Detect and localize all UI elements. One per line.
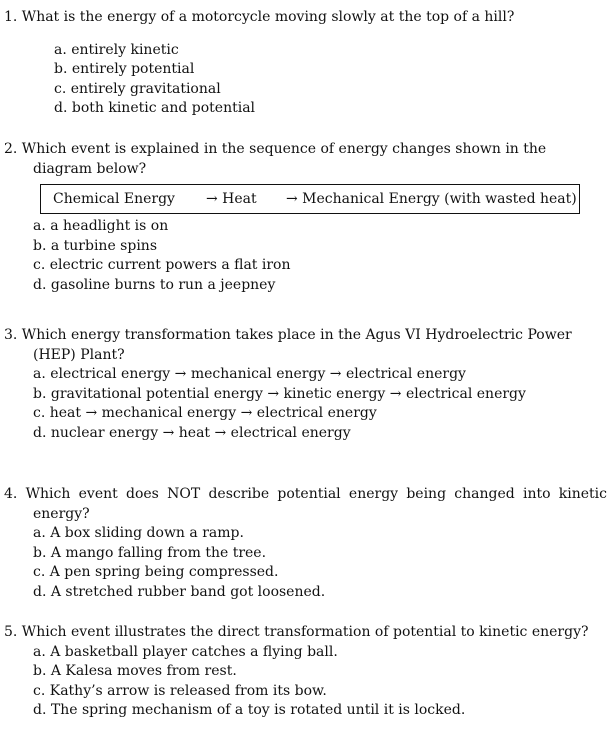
question-stem: 1. What is the energy of a motorcycle moving slowly at the top of a hill? [4, 9, 515, 25]
choice-c: c. entirely gravitational [54, 80, 221, 97]
choice-c: c. Kathy’s arrow is released from its bow. [33, 682, 327, 699]
choice-d: d. both kinetic and potential [54, 100, 256, 117]
choice-a: a. A box sliding down a ramp. [33, 525, 244, 542]
choice-d: d. gasoline burns to run a jeepney [33, 276, 276, 293]
choice-a: a. a headlight is on [33, 218, 169, 234]
choice-a: a. A basketball player catches a flying ball. [33, 643, 338, 660]
choice-list [4, 643, 607, 721]
choice-d: d. A stretched rubber band got loosened. [33, 583, 326, 600]
choice-c: c. electric current powers a flat iron [33, 257, 291, 274]
choice-d: d. The spring mechanism of a toy is rotated until it is locked. [33, 702, 466, 719]
question-2-choices [4, 217, 607, 295]
question-stem: 3. Which energy transformation takes place in the Agus VI Hydroelectric Power (HEP) Plant? [4, 327, 572, 363]
question-2 [4, 140, 607, 179]
question-4 [4, 485, 607, 603]
question-1 [4, 8, 607, 119]
choice-list [4, 41, 607, 119]
question-stem: 5. Which event illustrates the direct transformation of potential to kinetic energy? [4, 624, 589, 640]
choice-b: b. gravitational potential energy → kinetic energy → electrical energy [33, 385, 526, 402]
question-3 [4, 326, 607, 444]
choice-b: b. a turbine spins [33, 237, 158, 254]
choice-d: d. nuclear energy → heat → electrical energy [33, 424, 351, 441]
diagram-step-chemical-energy: Chemical Energy [53, 191, 175, 207]
choice-list [4, 524, 607, 602]
choice-a: a. entirely kinetic [54, 41, 179, 58]
choice-list [4, 365, 607, 443]
choice-b: b. A Kalesa moves from rest. [33, 663, 237, 680]
choice-a: a. electrical energy → mechanical energy → electrical energy [33, 366, 466, 383]
energy-sequence-diagram [40, 184, 580, 214]
question-5 [4, 623, 607, 721]
choice-list [4, 217, 607, 295]
question-stem: 2. Which event is explained in the sequence of energy changes shown in the diagram below? [4, 141, 547, 177]
diagram-step-heat: → Heat [206, 191, 257, 207]
diagram-step-mechanical-energy: → Mechanical Energy (with wasted heat) [286, 191, 577, 207]
choice-b: b. A mango falling from the tree. [33, 544, 267, 561]
question-stem: 4. Which event does NOT describe potential energy being changed into kinetic energy? [4, 486, 607, 522]
choice-c: c. heat → mechanical energy → electrical energy [33, 405, 377, 422]
choice-b: b. entirely potential [54, 61, 195, 78]
choice-c: c. A pen spring being compressed. [33, 564, 279, 581]
